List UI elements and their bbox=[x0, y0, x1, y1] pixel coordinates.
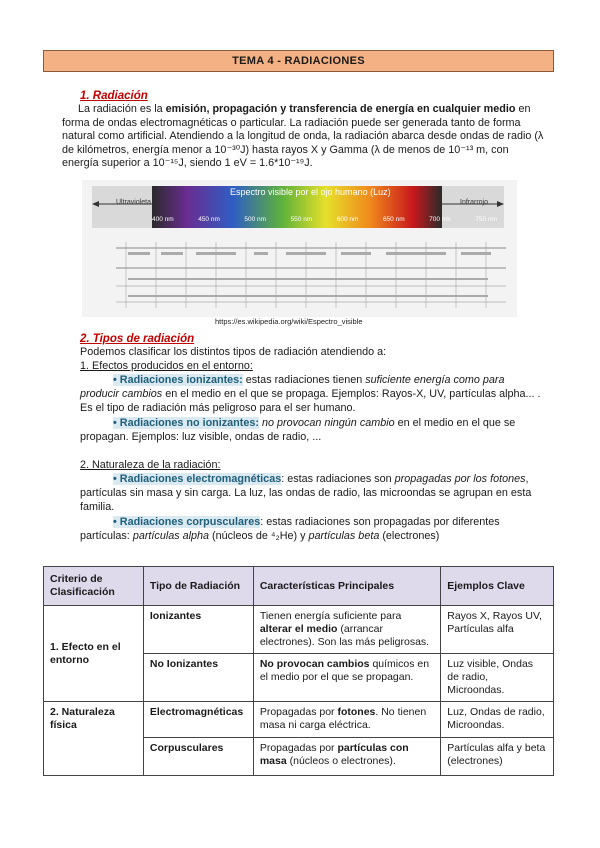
section-1-title: 1. Radiación bbox=[80, 90, 148, 102]
table-header: Tipo de Radiación bbox=[143, 567, 253, 606]
table-category-cell: 1. Efecto en el entorno bbox=[44, 606, 144, 702]
corpuscular-line-2: partículas: partículas alpha (núcleos de ⁴₂He) y partículas beta (electrones) bbox=[80, 530, 440, 542]
electromagnetic-line-3: familia. bbox=[80, 501, 115, 513]
electromagnetic-label: • Radiaciones electromagnéticas bbox=[113, 473, 282, 485]
section-1-paragraph: La radiación es la emisión, propagación y transferencia de energía en cualquier medio en forma de ondas electromagnéticas o particular. La radiación puede ser generada tanto de forma natural como artificial. Atendiendo a la longitud de onda, la radiación abarca desde ondas de radio (λ de kilómetros, energía menor a 10⁻³⁰J) hasta rayos X y Gamma (λ de menos de 10⁻¹³ m, con energía superior a 10⁻¹⁵J, siendo 1 eV = 1.6*10⁻¹⁹J. bbox=[62, 103, 544, 170]
nm-tick: 600 nm bbox=[336, 216, 359, 223]
ionizing-line-3: Es el tipo de radiación más peligroso para el ser humano. bbox=[80, 402, 356, 414]
table-header-row bbox=[44, 567, 554, 606]
page-title: TEMA 4 - RADIACIONES bbox=[43, 50, 554, 72]
corpuscular-line-1: • Radiaciones corpusculares: estas radiaciones son propagadas por diferentes bbox=[113, 516, 500, 528]
table-header: Ejemplos Clave bbox=[441, 567, 554, 606]
ionizing-line-1: • Radiaciones ionizantes: estas radiaciones tienen suficiente energía como para bbox=[113, 374, 505, 386]
corpuscular-label: • Radiaciones corpusculares bbox=[113, 516, 261, 528]
electromagnetic-line-2: partículas sin masa y sin carga. La luz, las ondas de radio, las microondas se agrupan en esta bbox=[80, 487, 532, 499]
subsection-1-title: 1. Efectos producidos en el entorno: bbox=[80, 360, 253, 372]
table-header: Características Principales bbox=[253, 567, 440, 606]
nm-tick: 550 nm bbox=[290, 216, 313, 223]
section-2-intro: Podemos clasificar los distintos tipos de radiación atendiendo a: bbox=[80, 346, 387, 358]
electromagnetic-line-1: • Radiaciones electromagnéticas: estas radiaciones son propagadas por los fotones, bbox=[113, 473, 529, 485]
nm-tick: 500 nm bbox=[244, 216, 267, 223]
table-examples-cell: Rayos X, Rayos UV, Partículas alfa bbox=[441, 606, 554, 654]
table-characteristics-cell: Propagadas por fotones. No tienen masa ni carga eléctrica. bbox=[253, 702, 440, 738]
uv-label: Ultravioleta bbox=[116, 199, 152, 206]
table-examples-cell: Luz, Ondas de radio, Microondas. bbox=[441, 702, 554, 738]
nm-tick-row bbox=[152, 216, 497, 228]
ionizing-line-2: producir cambios en el medio en el que se propaga. Ejemplos: Rayos-X, UV, partículas alpha... . bbox=[80, 388, 541, 400]
non-ionizing-label: • Radiaciones no ionizantes: bbox=[113, 417, 259, 429]
table-type-cell: No Ionizantes bbox=[143, 654, 253, 702]
table-characteristics-cell: Propagadas por partículas con masa (núcleos o electrones). bbox=[253, 738, 440, 776]
table-characteristics-cell: No provocan cambios químicos en el medio por el que se propagan. bbox=[253, 654, 440, 702]
nm-tick: 700 nm bbox=[429, 216, 451, 223]
nm-tick: 400 nm bbox=[152, 216, 174, 223]
nm-tick: 650 nm bbox=[382, 216, 405, 223]
non-ionizing-line-1: • Radiaciones no ionizantes: no provocan ningún cambio en el medio en el que se bbox=[113, 417, 516, 429]
spectrum-scale-diagram bbox=[86, 238, 514, 314]
nm-tick: 450 nm bbox=[198, 216, 220, 223]
table-examples-cell: Partículas alfa y beta (electrones) bbox=[441, 738, 554, 776]
ionizing-label: • Radiaciones ionizantes: bbox=[113, 374, 243, 386]
visible-spectrum-label: Espectro visible por el ojo humano (Luz) bbox=[230, 187, 391, 197]
spectrum-source-link[interactable]: https://es.wikipedia.org/wiki/Espectro_visible bbox=[215, 317, 363, 326]
subsection-2-title: 2. Naturaleza de la radiación: bbox=[80, 459, 221, 471]
table-type-cell: Corpusculares bbox=[143, 738, 253, 776]
table-examples-cell: Luz visible, Ondas de radio, Microondas. bbox=[441, 654, 554, 702]
section-2-title: 2. Tipos de radiación bbox=[80, 333, 195, 345]
table-category-cell: 2. Naturaleza física bbox=[44, 702, 144, 776]
ir-label: Infrarrojo bbox=[460, 199, 489, 206]
table-header: Criterio de Clasificación bbox=[44, 567, 144, 606]
non-ionizing-line-2: propagan. Ejemplos: luz visible, ondas de radio, ... bbox=[80, 431, 322, 443]
table-row bbox=[44, 606, 554, 654]
table-characteristics-cell: Tienen energía suficiente para alterar el medio (arrancar electrones). Son las más peligrosas. bbox=[253, 606, 440, 654]
table-type-cell: Electromagnéticas bbox=[143, 702, 253, 738]
nm-tick: 750 nm bbox=[475, 216, 497, 223]
table-type-cell: Ionizantes bbox=[143, 606, 253, 654]
table-row bbox=[44, 702, 554, 738]
classification-table bbox=[43, 566, 554, 776]
